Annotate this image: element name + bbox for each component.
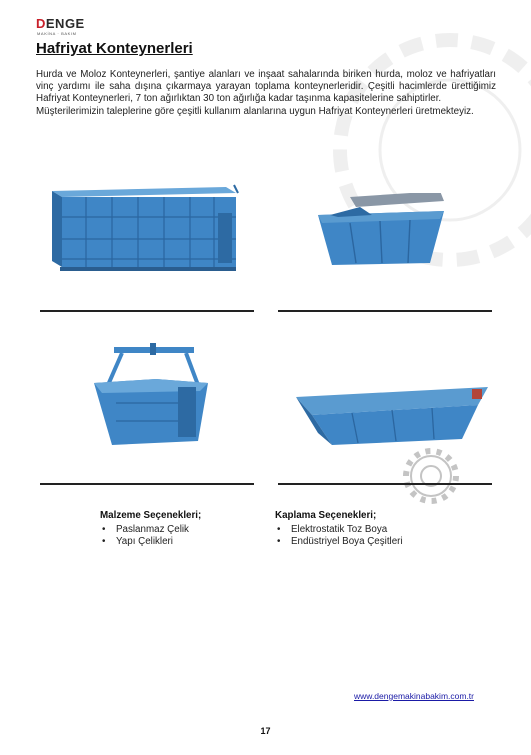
divider-line	[40, 310, 254, 312]
divider-line	[278, 310, 492, 312]
divider-line	[278, 483, 492, 485]
material-options-heading: Malzeme Seçenekleri;	[100, 510, 202, 521]
website-link[interactable]: www.dengemakinabakim.com.tr	[354, 691, 474, 701]
intro-text	[36, 69, 496, 118]
coating-options	[275, 510, 403, 549]
company-logo: DENGE MAKİNA · BAKIM	[36, 16, 85, 36]
coating-options-heading: Kaplama Seçenekleri;	[275, 510, 377, 521]
hooklift-container-image	[40, 183, 250, 278]
list-item: • Yapı Çelikleri	[100, 536, 201, 548]
divider-line	[40, 483, 254, 485]
list-item: • Endüstriyel Boya Çeşitleri	[275, 536, 403, 548]
skip-container-lid-image	[310, 193, 450, 273]
page-number: 17	[260, 726, 271, 736]
page-title: Hafriyat Konteynerleri	[36, 40, 193, 57]
list-item: • Elektrostatik Toz Boya	[275, 524, 403, 536]
material-options	[100, 510, 201, 549]
gear-icon	[395, 440, 467, 512]
intro-paragraph-1: Hurda ve Moloz Konteynerleri, şantiye alanları ve inşaat sahalarında biriken hurda, moloz ve hafriyatları vinç yardımı ile saha dışına çıkarmaya yarayan toplama konteynerleridir. Çeşitli hacimlerde ürettiğimiz Hafriyat Konteynerleri, 7 ton ağırlıktan 30 ton ağırlığa kadar taşınma kapasitelerine sahiptirler.	[36, 69, 496, 105]
intro-paragraph-2: Müşterilerimizin taleplerine göre çeşitli kullanım alanlarına uygun Hafriyat Konteynerleri üretmekteyiz.	[36, 105, 474, 117]
crane-lift-container-image	[86, 343, 216, 453]
list-item: • Paslanmaz Çelik	[100, 524, 201, 536]
logo-tagline: MAKİNA · BAKIM	[37, 31, 77, 36]
